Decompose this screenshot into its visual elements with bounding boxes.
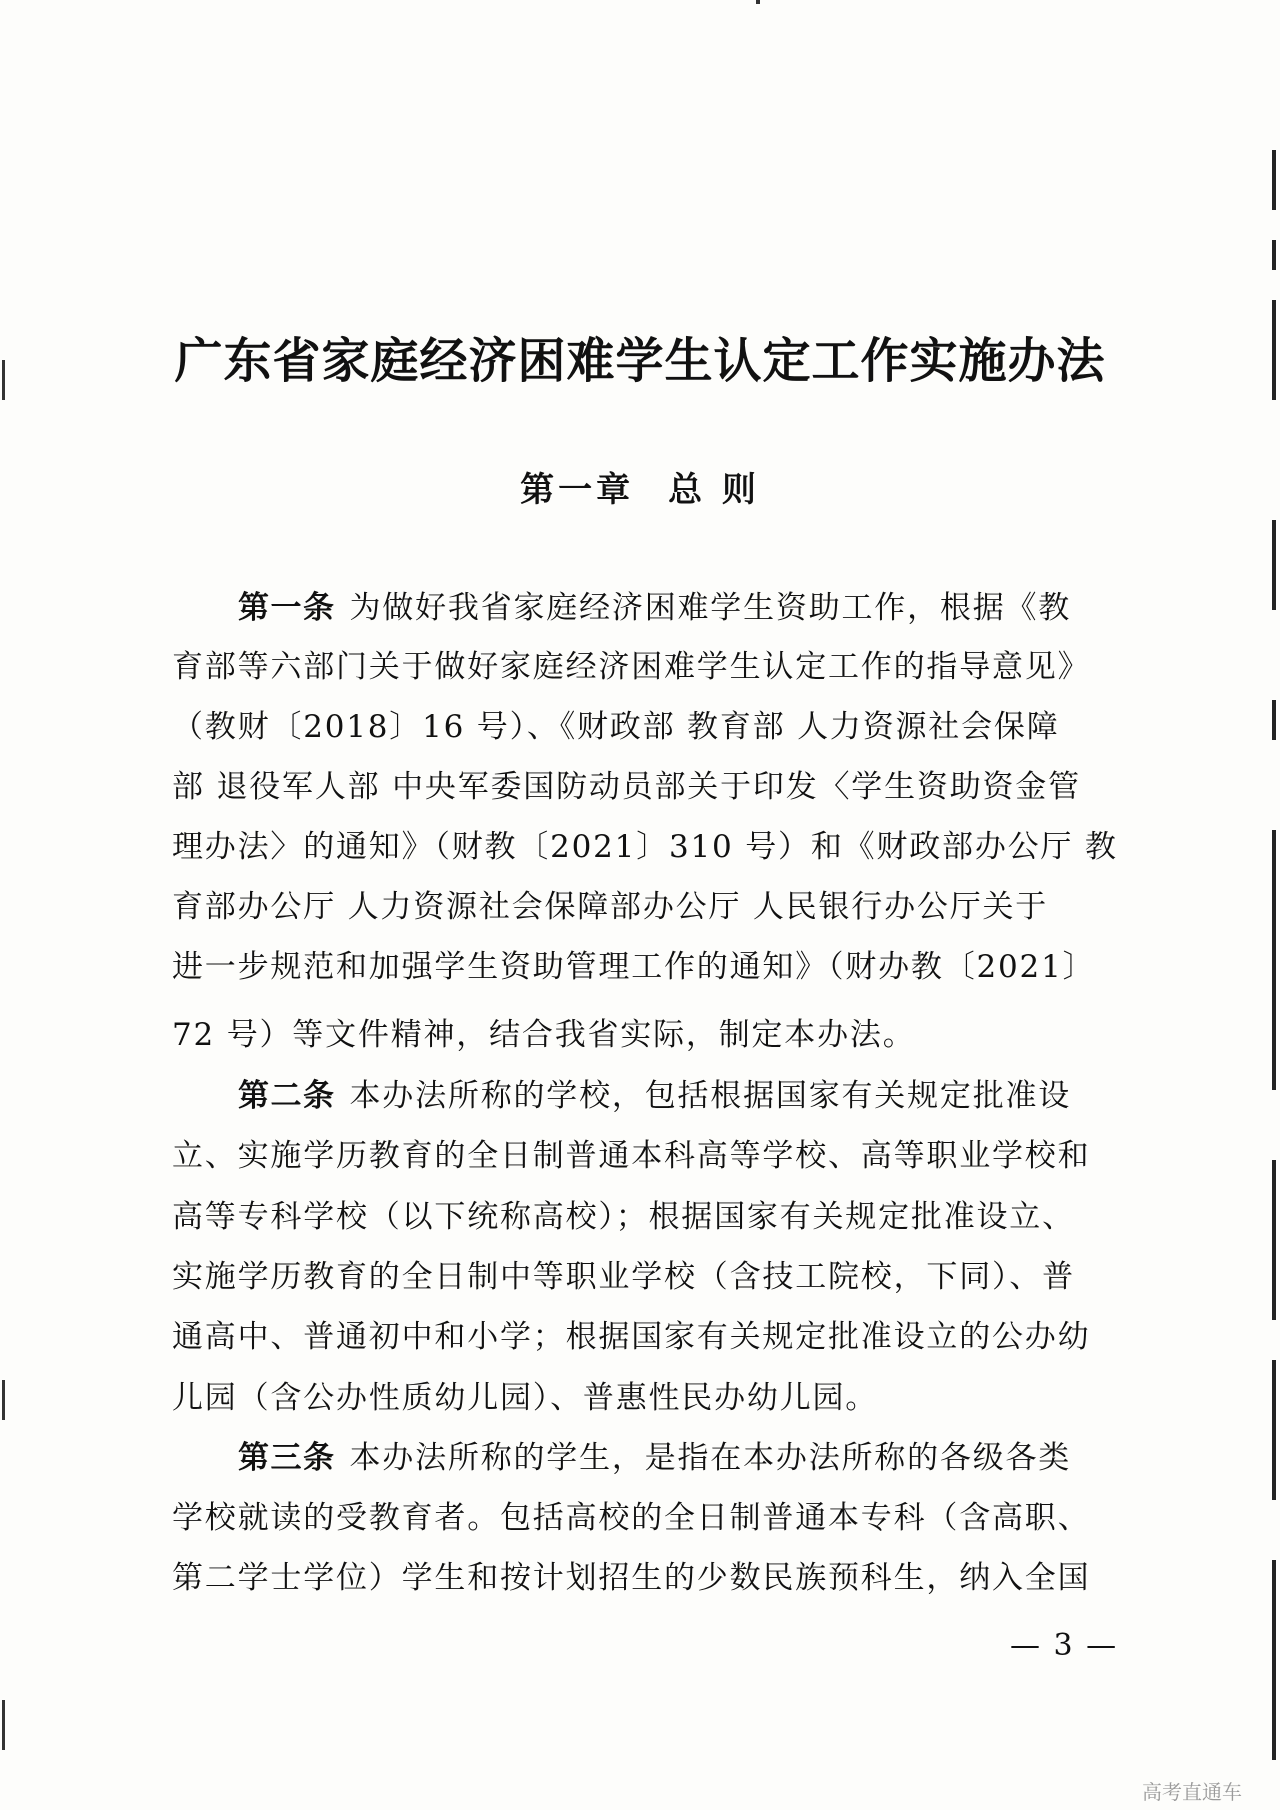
article-1-text: 为做好我省家庭经济困难学生资助工作，根据《教	[349, 590, 1072, 626]
article-3-line-2: 学校就读的受教育者。包括高校的全日制普通本专科（含高职、	[172, 1500, 1091, 1536]
scan-edge-mark	[1272, 1560, 1276, 1760]
scan-edge-mark	[1272, 1160, 1276, 1320]
article-3-label: 第三条	[238, 1440, 336, 1476]
article-2-line-5: 通高中、普通初中和小学；根据国家有关规定批准设立的公办幼	[172, 1319, 1091, 1355]
scan-edge-mark	[1272, 520, 1276, 610]
watermark-text: 高考直通车	[1142, 1780, 1242, 1804]
article-2-line-2: 立、实施学历教育的全日制普通本科高等学校、高等职业学校和	[172, 1138, 1091, 1174]
document-title: 广东省家庭经济困难学生认定工作实施办法	[174, 333, 1106, 389]
article-3-line-3: 第二学士学位）学生和按计划招生的少数民族预科生，纳入全国	[172, 1560, 1091, 1596]
article-2-line-4: 实施学历教育的全日制中等职业学校（含技工院校，下同）、普	[172, 1259, 1075, 1295]
article-2-line-3: 高等专科学校（以下统称高校）；根据国家有关规定批准设立、	[172, 1199, 1075, 1235]
article-1-line-3: （教财〔2018〕16 号）、《财政部 教育部 人力资源社会保障	[172, 709, 1060, 745]
scan-edge-mark	[1272, 300, 1276, 400]
chapter-heading	[0, 462, 1280, 511]
article-1-line-1	[238, 588, 1071, 628]
scan-edge-mark	[2, 360, 5, 400]
article-2-line-6: 儿园（含公办性质幼儿园）、普惠性民办幼儿园。	[172, 1380, 879, 1416]
article-1-line-4: 部 退役军人部 中央军委国防动员部关于印发〈学生资助资金管	[172, 769, 1081, 805]
scan-edge-mark	[2, 1700, 5, 1750]
chapter-name: 总 则	[668, 470, 760, 510]
article-1-line-6: 育部办公厅 人力资源社会保障部办公厅 人民银行办公厅关于	[172, 889, 1049, 925]
article-1-line-7: 进一步规范和加强学生资助管理工作的通知》（财办教〔2021〕	[172, 949, 1096, 985]
scan-edge-mark	[1272, 1360, 1276, 1500]
article-3-line-1	[238, 1438, 1071, 1478]
scan-speck	[756, 0, 760, 4]
article-1-line-5: 理办法〉的通知》（财教〔2021〕310 号）和《财政部办公厅 教	[172, 829, 1118, 865]
scan-edge-mark	[1272, 700, 1276, 740]
scan-edge-mark	[2, 1380, 5, 1420]
scan-edge-mark	[1272, 240, 1276, 270]
scan-edge-mark	[1272, 830, 1276, 1090]
article-1-line-8: 72 号）等文件精神，结合我省实际，制定本办法。	[172, 1017, 916, 1053]
article-1-line-2: 育部等六部门关于做好家庭经济困难学生认定工作的指导意见》	[172, 649, 1091, 685]
article-2-text: 本办法所称的学校，包括根据国家有关规定批准设	[349, 1078, 1072, 1114]
chapter-number: 第一章	[520, 470, 635, 510]
article-3-text: 本办法所称的学生，是指在本办法所称的各级各类	[349, 1440, 1072, 1476]
article-1-label: 第一条	[238, 590, 336, 626]
page-number: — 3 —	[1010, 1628, 1119, 1663]
article-2-line-1	[238, 1076, 1071, 1116]
scan-edge-mark	[1272, 150, 1276, 210]
article-2-label: 第二条	[238, 1078, 336, 1114]
